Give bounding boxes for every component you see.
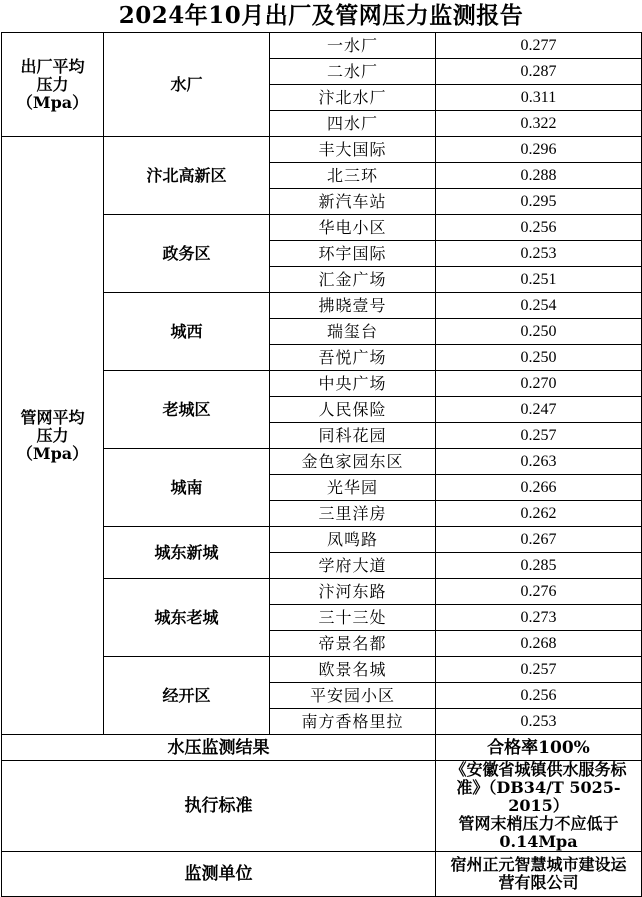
zone-name: 汴北高新区 [104,137,270,215]
standard-text-line: 管网末梢压力不应低于 [458,814,619,833]
site-name: 光华园 [270,475,436,501]
category-unit: （Mpa） [16,443,89,463]
site-name: 学府大道 [270,553,436,579]
table-row [2,33,642,59]
pressure-table-body [2,33,642,137]
site-name: 拂晓壹号 [270,293,436,319]
pressure-value: 0.250 [436,319,642,345]
pressure-value: 0.268 [436,631,642,657]
result-row [2,735,642,761]
category-label: 管网平均 [20,407,85,427]
standard-label: 执行标准 [2,761,436,852]
pressure-value: 0.277 [436,33,642,59]
pressure-value: 0.266 [436,475,642,501]
pressure-value: 0.287 [436,59,642,85]
site-name: 金色家园东区 [270,449,436,475]
summary-table-body [2,735,642,897]
site-name: 人民保险 [270,397,436,423]
pressure-value: 0.251 [436,267,642,293]
site-name: 一水厂 [270,33,436,59]
zone-name: 城东老城 [104,579,270,657]
zone-name: 政务区 [104,215,270,293]
standard-text-line: 准》（DB34/T 5025-2015） [456,778,621,815]
site-name: 四水厂 [270,111,436,137]
network-category-cell [2,137,104,735]
unit-value-line: 宿州正元智慧城市建设运 [450,855,627,874]
category-label: 压力 [36,425,69,445]
pressure-value: 0.322 [436,111,642,137]
unit-value [436,852,642,897]
report-title: 2024年10月出厂及管网压力监测报告 [118,2,524,29]
pressure-value: 0.247 [436,397,642,423]
zone-name: 城南 [104,449,270,527]
site-name: 三里洋房 [270,501,436,527]
site-name: 帝景名都 [270,631,436,657]
pressure-value: 0.250 [436,345,642,371]
category-unit: （Mpa） [16,92,89,112]
site-name: 同科花园 [270,423,436,449]
pressure-value: 0.257 [436,657,642,683]
zone-name: 经开区 [104,657,270,735]
pressure-value: 0.285 [436,553,642,579]
site-name: 欧景名城 [270,657,436,683]
pressure-value: 0.253 [436,709,642,735]
pressure-value: 0.256 [436,215,642,241]
site-name: 环宇国际 [270,241,436,267]
site-name: 中央广场 [270,371,436,397]
table-row [2,137,642,163]
pressure-table [1,32,642,897]
pressure-value: 0.311 [436,85,642,111]
network-table-body [2,137,642,735]
pressure-value: 0.263 [436,449,642,475]
site-name: 凤鸣路 [270,527,436,553]
factory-category-cell [2,33,104,137]
site-name: 南方香格里拉 [270,709,436,735]
standard-text-line: 《安徽省城镇供水服务标 [450,760,627,779]
pressure-value: 0.288 [436,163,642,189]
zone-name: 城东新城 [104,527,270,579]
pressure-value: 0.256 [436,683,642,709]
zone-name: 城西 [104,293,270,371]
site-name: 平安园小区 [270,683,436,709]
category-label: 出厂平均 [20,56,85,76]
site-name: 北三环 [270,163,436,189]
site-name: 华电小区 [270,215,436,241]
category-label: 压力 [36,74,69,94]
pressure-value: 0.273 [436,605,642,631]
site-name: 吾悦广场 [270,345,436,371]
result-label: 水压监测结果 [2,735,436,761]
standard-row [2,761,642,852]
site-name: 三十三处 [270,605,436,631]
pressure-value: 0.296 [436,137,642,163]
pressure-value: 0.276 [436,579,642,605]
site-name: 二水厂 [270,59,436,85]
pressure-value: 0.270 [436,371,642,397]
standard-text-line: 0.14Mpa [499,832,578,851]
pressure-value: 0.262 [436,501,642,527]
standard-text [436,761,642,852]
unit-row [2,852,642,897]
site-name: 汴河东路 [270,579,436,605]
zone-name: 老城区 [104,371,270,449]
unit-label: 监测单位 [2,852,436,897]
result-value: 合格率100% [436,735,642,761]
site-name: 丰大国际 [270,137,436,163]
site-name: 瑞玺台 [270,319,436,345]
pressure-value: 0.267 [436,527,642,553]
site-name: 汴北水厂 [270,85,436,111]
pressure-value: 0.254 [436,293,642,319]
site-name: 新汽车站 [270,189,436,215]
site-name: 汇金广场 [270,267,436,293]
pressure-value: 0.295 [436,189,642,215]
pressure-value: 0.253 [436,241,642,267]
unit-value-line: 营有限公司 [498,873,579,892]
zone-name: 水厂 [104,33,270,137]
pressure-value: 0.257 [436,423,642,449]
